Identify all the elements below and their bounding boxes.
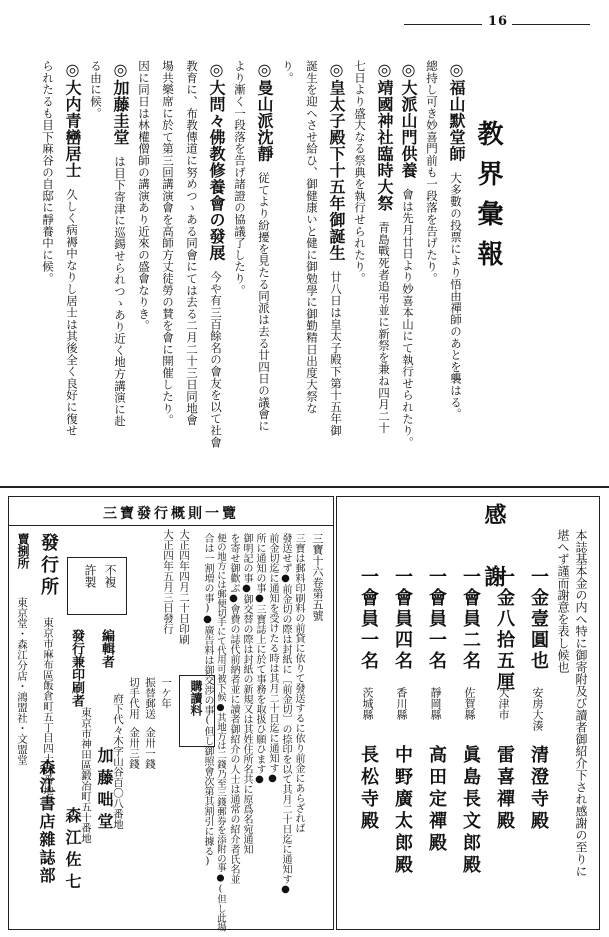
section-title: 教界彙報 xyxy=(473,120,503,280)
notice-line: を寄せ御歡ぶ●會費の誌代前納者並に讀者御紹介の人士は通常の紹介者氏名並 xyxy=(228,533,239,884)
news-text: は目下寄津に巡錫せられつゝあり近く地方講演に赴 xyxy=(113,155,127,427)
acknowledgement-intro-2: 堪へず謹而謝意を表し候也 xyxy=(556,529,570,673)
price-line-1: 振替郵送 xyxy=(144,677,156,719)
news-text: より漸く一段落を告げ諸證の協議了したり。 xyxy=(233,60,247,296)
acknowledgement-intro-1: 本誌基本金の内へ特に御寄附及び讀者御紹介下され感謝の至りに xyxy=(574,529,588,877)
news-column xyxy=(160,60,176,426)
donor-name: 高田定禪殿 xyxy=(426,745,447,855)
news-column xyxy=(400,60,416,448)
stamp-line-2: 許製 xyxy=(83,564,97,588)
news-text: 總持し可き妙喜門前も一段落を告げたり。 xyxy=(425,60,439,285)
news-text: り。 xyxy=(281,60,295,84)
news-text: 大多數の投票により悟由禪師のあとを襲はる。 xyxy=(449,172,463,420)
news-text: 因に同日は林權僧師の講演あり近來の盛會なりき。 xyxy=(137,60,151,332)
news-text: 青島戰死者追弔並に新祭を兼ね四月二十 xyxy=(377,221,391,434)
donor-amount: 一會員四名 xyxy=(392,567,413,672)
office-label: 發行所 xyxy=(38,533,59,599)
notice-line: 前金切迄に通知を受けたる時は其月二十日迄に通知す● xyxy=(267,533,278,784)
news-text: 今や有三百餘名の會友を以て社會 xyxy=(209,271,223,448)
news-column xyxy=(184,60,200,426)
office-address: 東京市麻布區飯倉町五丁目四十四番地 xyxy=(42,617,54,796)
price-line-3: 切手代用 xyxy=(128,677,140,719)
donor-amount: 一會員一名 xyxy=(426,567,447,672)
price-period: 一ケ年 xyxy=(160,677,172,709)
news-column xyxy=(424,60,440,284)
page-number: 16 xyxy=(488,14,509,29)
news-heading: ◎大問々佛教修養會の發展 xyxy=(207,60,226,261)
notice-line: 所に通知の事●三寶誌上に於て事務を取扱ひ願ひます● xyxy=(254,533,265,785)
donor-place: 大津市 xyxy=(497,687,510,720)
news-text: 誕生を迎へさせ給ひ、御健康いと健に御勉學に御勤精日出度大祭な xyxy=(305,60,319,414)
news-column xyxy=(232,60,248,296)
header-rule-left xyxy=(404,24,482,25)
issue-date: 大正四年五月三日發行 xyxy=(162,529,174,634)
donor-place: 茨城縣 xyxy=(361,687,374,720)
news-text: 廿八日は皇太子殿下第十五年御 xyxy=(329,271,343,437)
news-heading: ◎曼山派沈靜 xyxy=(255,60,274,162)
acknowledgement-box xyxy=(336,496,600,930)
price-label: 購讀料 xyxy=(189,680,203,716)
news-heading: ◎大内青巒居士 xyxy=(63,60,82,179)
news-column xyxy=(112,60,128,427)
publisher-label: 發行兼印刷者 xyxy=(69,629,84,707)
news-column xyxy=(448,60,464,420)
price-box xyxy=(179,675,215,747)
news-text: 従てより紛擾を見たる同派は去る廿四日の議會に xyxy=(257,172,271,432)
publisher-name: 森江佐七 xyxy=(63,807,82,895)
news-heading: ◎大派山門供養 xyxy=(399,60,418,179)
publication-banner-bar xyxy=(9,497,333,526)
editor-address: 府下代々木字山谷百〇八番地 xyxy=(112,693,124,830)
price-line-4: 金卅三錢 xyxy=(128,727,140,769)
copyright-stamp xyxy=(67,557,127,615)
publisher-address: 東京市神田區鍛冶町五十番地 xyxy=(80,707,92,844)
news-text: 教育に、布教傳道に努めつゝある同會にては去る二月二十三日同地會 xyxy=(185,60,199,426)
print-date: 大正四年四月二十日印刷 xyxy=(178,529,190,645)
notice-line: 便の地方には郵便切手にて代用可被下候●其地方は二錢乃至三錢郵券を添附の事●(但し此場 xyxy=(215,533,226,932)
editor-name: 加藤咄堂 xyxy=(95,747,114,835)
donor-name: 雷喜禪殿 xyxy=(494,745,515,833)
news-column xyxy=(208,60,224,448)
issue-number: 三寶十六卷第五號 xyxy=(311,533,324,621)
news-column xyxy=(352,60,368,284)
news-heading: ◎福山默堂師 xyxy=(447,60,466,162)
news-heading: ◎加藤圭堂 xyxy=(111,60,130,146)
donor-name: 眞島長文郎殿 xyxy=(460,745,481,877)
news-column xyxy=(40,60,56,284)
news-heading: ◎皇太子殿下十五年御誕生 xyxy=(327,60,346,261)
news-text: 七日より盛大なる祭典を執行せられたり。 xyxy=(353,60,367,285)
news-column xyxy=(256,60,272,432)
notice-line: 合は一割増の事)●廣告料は御交渉の事(但し御照會次第其割引に據る) xyxy=(202,533,213,867)
donor-name: 中野廣太郎殿 xyxy=(392,745,413,877)
news-column xyxy=(304,60,320,414)
office-name: 森江書店雜誌部 xyxy=(37,759,56,885)
publication-banner: 三寶發行概則一覽 xyxy=(103,506,239,522)
news-column xyxy=(64,60,80,436)
donor-amount: 一金八拾五厘 xyxy=(494,567,515,693)
donor-place: 靜岡縣 xyxy=(429,687,442,720)
donor-place: 佐賀縣 xyxy=(463,687,476,720)
news-column xyxy=(280,60,296,84)
branches-label: 賣捌所 xyxy=(16,533,30,569)
donor-amount: 一會員一名 xyxy=(358,567,379,672)
notice-line: 三寶は郵料印刷料の前貸に依りて發送するに依り前金にあらざれば xyxy=(293,533,304,833)
section-divider xyxy=(0,486,609,488)
news-heading: ◎靖國神社臨時大祭 xyxy=(375,60,394,212)
stamp-line-1: 不複 xyxy=(103,564,117,588)
news-column xyxy=(136,60,152,331)
notice-line: 御明記の事●御交替の際は封紙の新規又は其姓住所名共に原爲名宛通知 xyxy=(241,533,252,854)
acknowledgement-title: 感謝 xyxy=(481,503,507,627)
notice-line: 發送せず●前金切の際は封紙に〔前金切〕の捺印を以て其月二十日迄に通知す● xyxy=(280,533,291,895)
donor-amount: 一金壹圓也 xyxy=(528,567,549,672)
news-column xyxy=(328,60,344,436)
donor-name: 清澄寺殿 xyxy=(528,745,549,833)
branches-list: 東京堂・森江分店・鴻盟社・文盟堂 xyxy=(16,597,28,765)
header-rule-right xyxy=(512,24,590,25)
donor-place: 安房大湊 xyxy=(531,687,544,731)
editor-label: 編輯者 xyxy=(99,629,114,668)
news-text: 場共樂席に於て第三回講演會を高師方丈徒勞の賛を會に開催したり。 xyxy=(161,60,175,426)
news-text: 久しく病褥中なりし居士は其後全く良好に復せ xyxy=(65,188,79,437)
donor-name: 長松寺殿 xyxy=(358,745,379,833)
price-line-2: 金卅一錢 xyxy=(144,727,156,769)
publication-box xyxy=(8,496,334,930)
news-column xyxy=(88,60,104,119)
news-text: る由に候。 xyxy=(89,60,103,119)
news-column xyxy=(376,60,392,434)
news-text: られたるも目下麻谷の自邸に靜養中に候。 xyxy=(41,60,55,285)
donor-place: 香川縣 xyxy=(395,687,408,720)
news-text: 會は先月廿日より妙喜本山にて執行せられたり。 xyxy=(401,188,415,449)
donor-amount: 一會員二名 xyxy=(460,567,481,672)
